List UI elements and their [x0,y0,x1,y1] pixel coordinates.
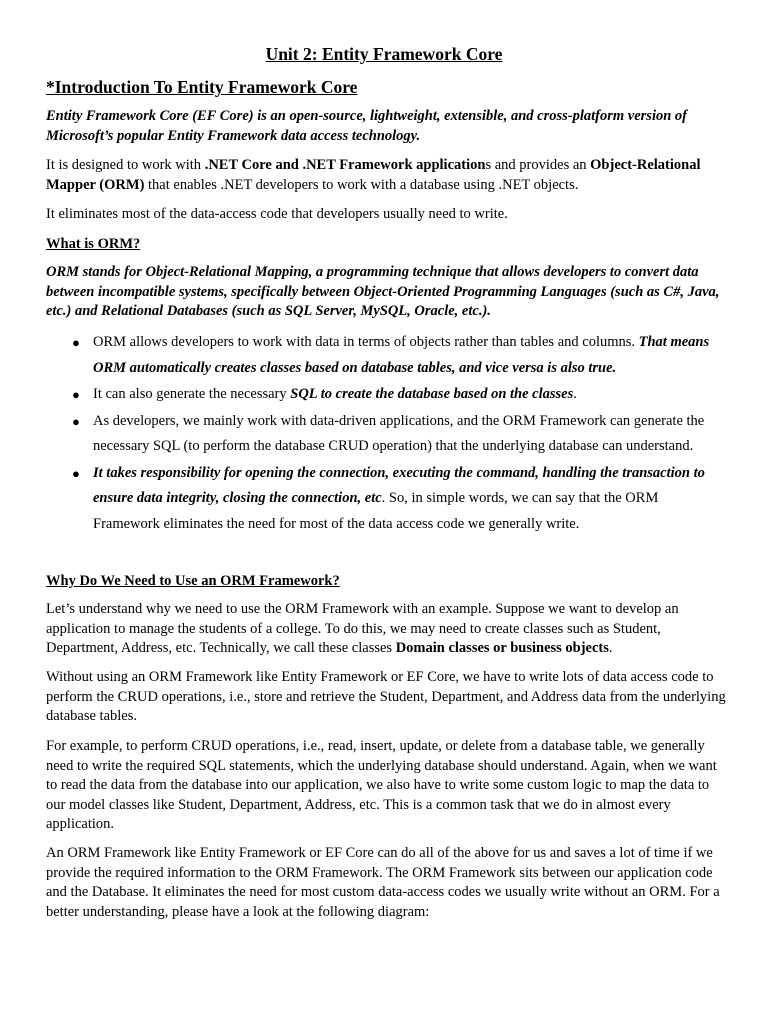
list-item [46,409,726,460]
why-p1-text-c: . [608,640,613,656]
bullet-1-emphasis: That means ORM automatically creates classes based on database tables, and vice versa is also true. [93,334,710,376]
orm-lead-paragraph: ORM stands for Object-Relational Mapping, a programming technique that allows developers to convert data between incompatible systems, specifically between Object-Oriented Programming Languages (such as C#, Java, etc.) and Relational Databases (such as SQL Server, MySQL, Oracle, etc.). [46,264,720,319]
bullet-2-end: . [573,386,577,402]
intro-paragraph-2: It eliminates most of the data-access code that developers usually need to write. [46,206,508,222]
list-item [46,461,726,538]
p1-text-c: s and provides an [485,157,591,173]
list-item [46,382,726,408]
p1-text-d: Object-Relational Mapper (ORM) [46,157,701,193]
why-paragraph-3: For example, to perform CRUD operations, i.e., read, insert, update, or delete from a database table, we generally need to write the required SQL statements, which the underlying database should understand. Again, when we want to read the data from the database into our application, we also have to write some custom logic to map the data to our model classes like Student, Department, Address, etc. This is a common task that we do in almost every application. [46,738,717,832]
p1-text-b: .NET Core and .NET Framework application [204,157,486,173]
why-p1-text-b: Domain classes or business objects [395,640,609,656]
page-title: Unit 2: Entity Framework Core [265,44,503,64]
why-paragraph-4: An ORM Framework like Entity Framework or EF Core can do all of the above for us and saves a lot of time if we provide the required information to the ORM Framework. The ORM Framework sits between our application code and the Database. It eliminates the need for most custom data-access codes we usually write without an ORM. For a better understanding, please have a look at the following diagram: [46,845,720,920]
bullet-icon: ● [72,413,80,429]
bullet-icon: ● [72,335,80,350]
why-paragraph-2: Without using an ORM Framework like Entity Framework or EF Core, we have to write lots of data access code to perform the CRUD operations, i.e., store and retrieve the Student, Department, and Address data from the underlying database tables. [46,669,726,724]
bullet-2-emphasis: SQL to create the database based on the classes [290,386,574,402]
why-p1-text-a: Let’s understand why we need to use the ORM Framework with an example. Suppose we want to develop an application to manage the students of a college. To do this, we may need to create classes such as Student, Department, Address, etc. Technically, we call these classes [46,601,679,656]
bullet-4-emphasis: It takes responsibility for opening the connection, executing the command, handling the transaction to ensure data integrity, closing the connection, etc [93,464,705,506]
intro-paragraph-1 [46,156,726,195]
p1-text-e: that enables .NET developers to work with a database using .NET objects. [144,176,579,193]
bullet-2-text: It can also generate the necessary [93,386,291,402]
bullet-3-text: As developers, we mainly work with data-driven applications, and the ORM Framework can generate the necessary SQL (to perform the database CRUD operation) that the underlying database can understand. [93,412,705,454]
orm-bullet-list [46,330,726,538]
why-orm-heading: Why Do We Need to Use an ORM Framework? [46,573,340,589]
why-paragraph-1 [46,600,726,659]
bullet-4-text: . So, in simple words, we can say that the ORM Framework eliminates the need for most of the data access code we generally write. [93,490,659,532]
bullet-icon: ● [72,465,80,481]
orm-heading: What is ORM? [46,236,141,252]
bullet-icon: ● [72,387,80,402]
p1-text-a: It is designed to work with [46,157,205,173]
intro-lead-paragraph: Entity Framework Core (EF Core) is an open-source, lightweight, extensible, and cross-platform version of Microsoft’s popular Entity Framework data access technology. [46,108,687,144]
bullet-1-text: ORM allows developers to work with data in terms of objects rather than tables and columns. [93,334,639,350]
intro-heading: *Introduction To Entity Framework Core [46,77,358,97]
list-item [46,330,726,381]
